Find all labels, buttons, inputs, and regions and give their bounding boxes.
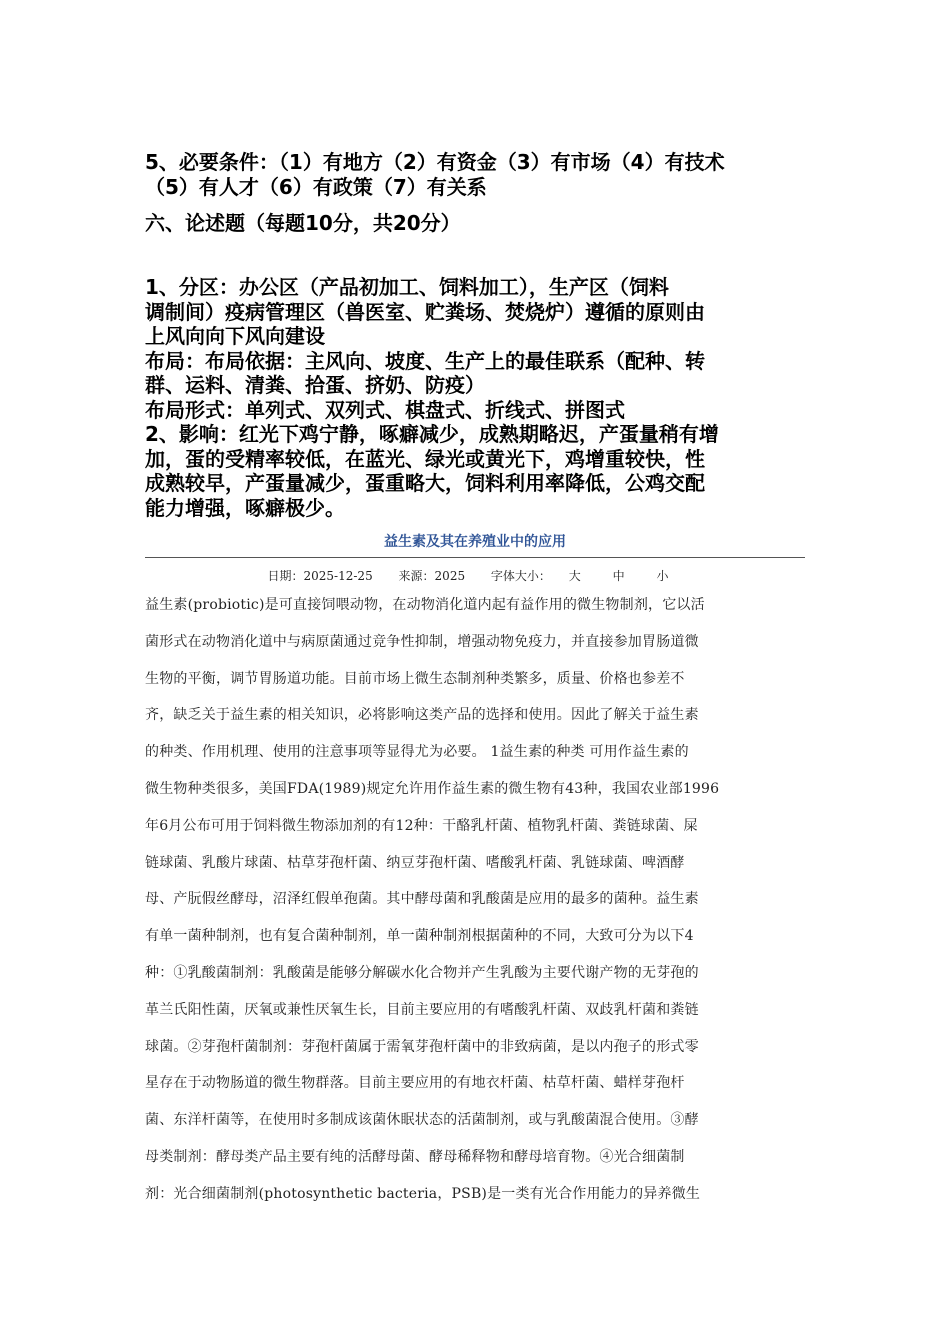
text-line: 1、分区：办公区（产品初加工、饲料加工），生产区（饲料 — [145, 275, 669, 299]
article-source: 来源：2025 — [398, 569, 466, 583]
body-line: 球菌。②芽孢杆菌制剂：芽孢杆菌属于需氧芽孢杆菌中的非致病菌，是以内孢子的形式零 — [145, 1038, 699, 1055]
font-size-medium-link[interactable]: 中 — [612, 569, 625, 583]
body-line: 母、产朊假丝酵母，沼泽红假单孢菌。其中酵母菌和乳酸菌是应用的最多的菌种。益生素 — [145, 891, 699, 908]
body-line: 齐，缺乏关于益生素的相关知识，必将影响这类产品的选择和使用。因此了解关于益生素 — [145, 707, 699, 724]
text-line: 调制间）疫病管理区（兽医室、贮粪场、焚烧炉）遵循的原则由 — [145, 299, 705, 324]
title-divider — [145, 557, 805, 558]
text-line: （5）有人才（6）有政策（7）有关系 — [145, 174, 487, 199]
body-line: 母类制剂：酵母类产品主要有纯的活酵母菌、酵母稀释物和酵母培育物。④光合细菌制 — [145, 1148, 685, 1165]
section-5-necessary-conditions — [145, 150, 825, 199]
text-line: 加，蛋的受精率较低，在蓝光、绿光或黄光下，鸡增重较快，性 — [145, 446, 705, 471]
font-size-large-link[interactable]: 大 — [568, 569, 581, 583]
text-line: 布局：布局依据：主风向、坡度、生产上的最佳联系（配种、转 — [145, 348, 705, 373]
body-line: 菌、东洋杆菌等，在使用时多制成该菌休眠状态的活菌制剂，或与乳酸菌混合使用。③酵 — [145, 1112, 699, 1129]
body-line: 有单一菌种制剂，也有复合菌种制剂，单一菌种制剂根据菌种的不同，大致可分为以下4 — [145, 928, 694, 945]
body-line: 年6月公布可用于饲料微生物添加剂的有12种：干酪乳杆菌、植物乳杆菌、粪链球菌、屎 — [145, 817, 698, 834]
essay-answers — [145, 275, 825, 520]
body-line: 星存在于动物肠道的微生物群落。目前主要应用的有地衣杆菌、枯草杆菌、蜡样芽孢杆 — [145, 1075, 685, 1092]
body-line: 种：①乳酸菌制剂：乳酸菌是能够分解碳水化合物并产生乳酸为主要代谢产物的无芽孢的 — [145, 964, 699, 981]
body-line: 生物的平衡，调节胃肠道功能。目前市场上微生态制剂种类繁多，质量、价格也参差不 — [145, 670, 685, 687]
article-meta — [145, 567, 805, 584]
text-line: 5、必要条件：（1）有地方（2）有资金（3）有市场（4）有技术 — [145, 150, 725, 174]
text-line: 布局形式：单列式、双列式、棋盘式、折线式、拼图式 — [145, 397, 625, 422]
body-line: 的种类、作用机理、使用的注意事项等显得尤为必要。 1益生素的种类 可用作益生素的 — [145, 744, 689, 761]
text-line: 群、运料、清粪、拾蛋、挤奶、防疫） — [145, 373, 485, 397]
section-6-heading — [145, 211, 825, 236]
font-size-small-link[interactable]: 小 — [656, 569, 669, 583]
article-body — [145, 587, 807, 1213]
article-date: 日期：2025-12-25 — [267, 569, 373, 583]
text-line: 上风向向下风向建设 — [145, 324, 325, 348]
font-size-label: 字体大小： — [490, 569, 551, 583]
section-heading: 六、论述题（每题10分，共20分） — [145, 211, 461, 235]
body-line: 革兰氏阳性菌，厌氧或兼性厌氧生长，目前主要应用的有嗜酸乳杆菌、双歧乳杆菌和粪链 — [145, 1001, 699, 1018]
text-line: 成熟较早，产蛋量减少，蛋重略大，饲料利用率降低，公鸡交配 — [145, 471, 705, 495]
body-line: 微生物种类很多，美国FDA(1989)规定允许用作益生素的微生物有43种，我国农业部1996 — [145, 780, 720, 797]
body-line: 益生素(probiotic)是可直接饲喂动物，在动物消化道内起有益作用的微生物制剂，它以活 — [145, 597, 705, 613]
body-line: 剂：光合细菌制剂(photosynthetic bacteria，PSB)是一类有光合作用能力的异养微生 — [145, 1185, 701, 1202]
body-line: 链球菌、乳酸片球菌、枯草芽孢杆菌、纳豆芽孢杆菌、嗜酸乳杆菌、乳链球菌、啤酒酵 — [145, 854, 685, 871]
body-line: 菌形式在动物消化道中与病原菌通过竞争性抑制，增强动物免疫力，并直接参加胃肠道微 — [145, 633, 699, 650]
text-line: 能力增强，啄癖极少。 — [145, 495, 345, 520]
article-title: 益生素及其在养殖业中的应用 — [384, 534, 566, 550]
text-line: 2、影响：红光下鸡宁静，啄癖减少，成熟期略迟，产蛋量稍有增 — [145, 422, 719, 446]
